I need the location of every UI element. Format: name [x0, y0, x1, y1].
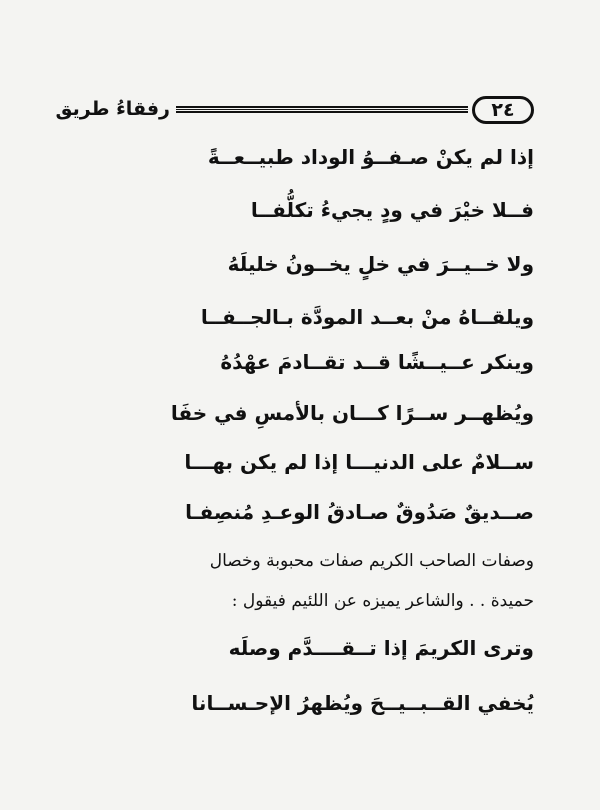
poem-line-7: ســلامٌ على الدنيـــا إذا لم يكن بهـــا: [184, 450, 534, 474]
poem-line-1: إذا لم يكنْ صـفــوُ الوداد طبيــعــةً: [207, 145, 534, 169]
poem-line-4: ويلقــاهُ منْ بعــد المودَّة بـالجــفــا: [200, 305, 534, 329]
poem-line-2: فــلا خيْرَ في ودٍ يجيءُ تكلُّفــا: [250, 198, 534, 222]
page-header: [55, 92, 534, 132]
poem-line-5: وينكر عــيــشًا قــد تقــادمَ عهْدُهُ: [220, 350, 534, 374]
prose-line-2: حميدة . . والشاعر يميزه عن اللئيم فيقول :: [231, 591, 534, 611]
closing-verse-line-2: يُخفي القــبــيــحَ ويُظهرُ الإحـســانا: [191, 691, 534, 715]
page-number: ٢٤: [472, 96, 534, 124]
header-rule: [176, 106, 468, 113]
poem-line-6: ويُظهــر ســرًا كـــان بالأمسِ في خفَا: [170, 401, 534, 425]
prose-line-1: وصفات الصاحب الكريم صفات محبوبة وخصال: [209, 551, 534, 571]
book-title: رفقاءُ طريق: [55, 98, 170, 120]
poem-line-3: ولا خــيــرَ في خلٍ يخــونُ خليلَهُ: [227, 252, 534, 276]
closing-verse-line-1: وترى الكريمَ إذا تــقــــدَّم وصلَه: [228, 636, 534, 660]
poem-line-8: صــديقٌ صَدُوقٌ صـادقُ الوعـدِ مُنصِفـا: [185, 500, 534, 524]
